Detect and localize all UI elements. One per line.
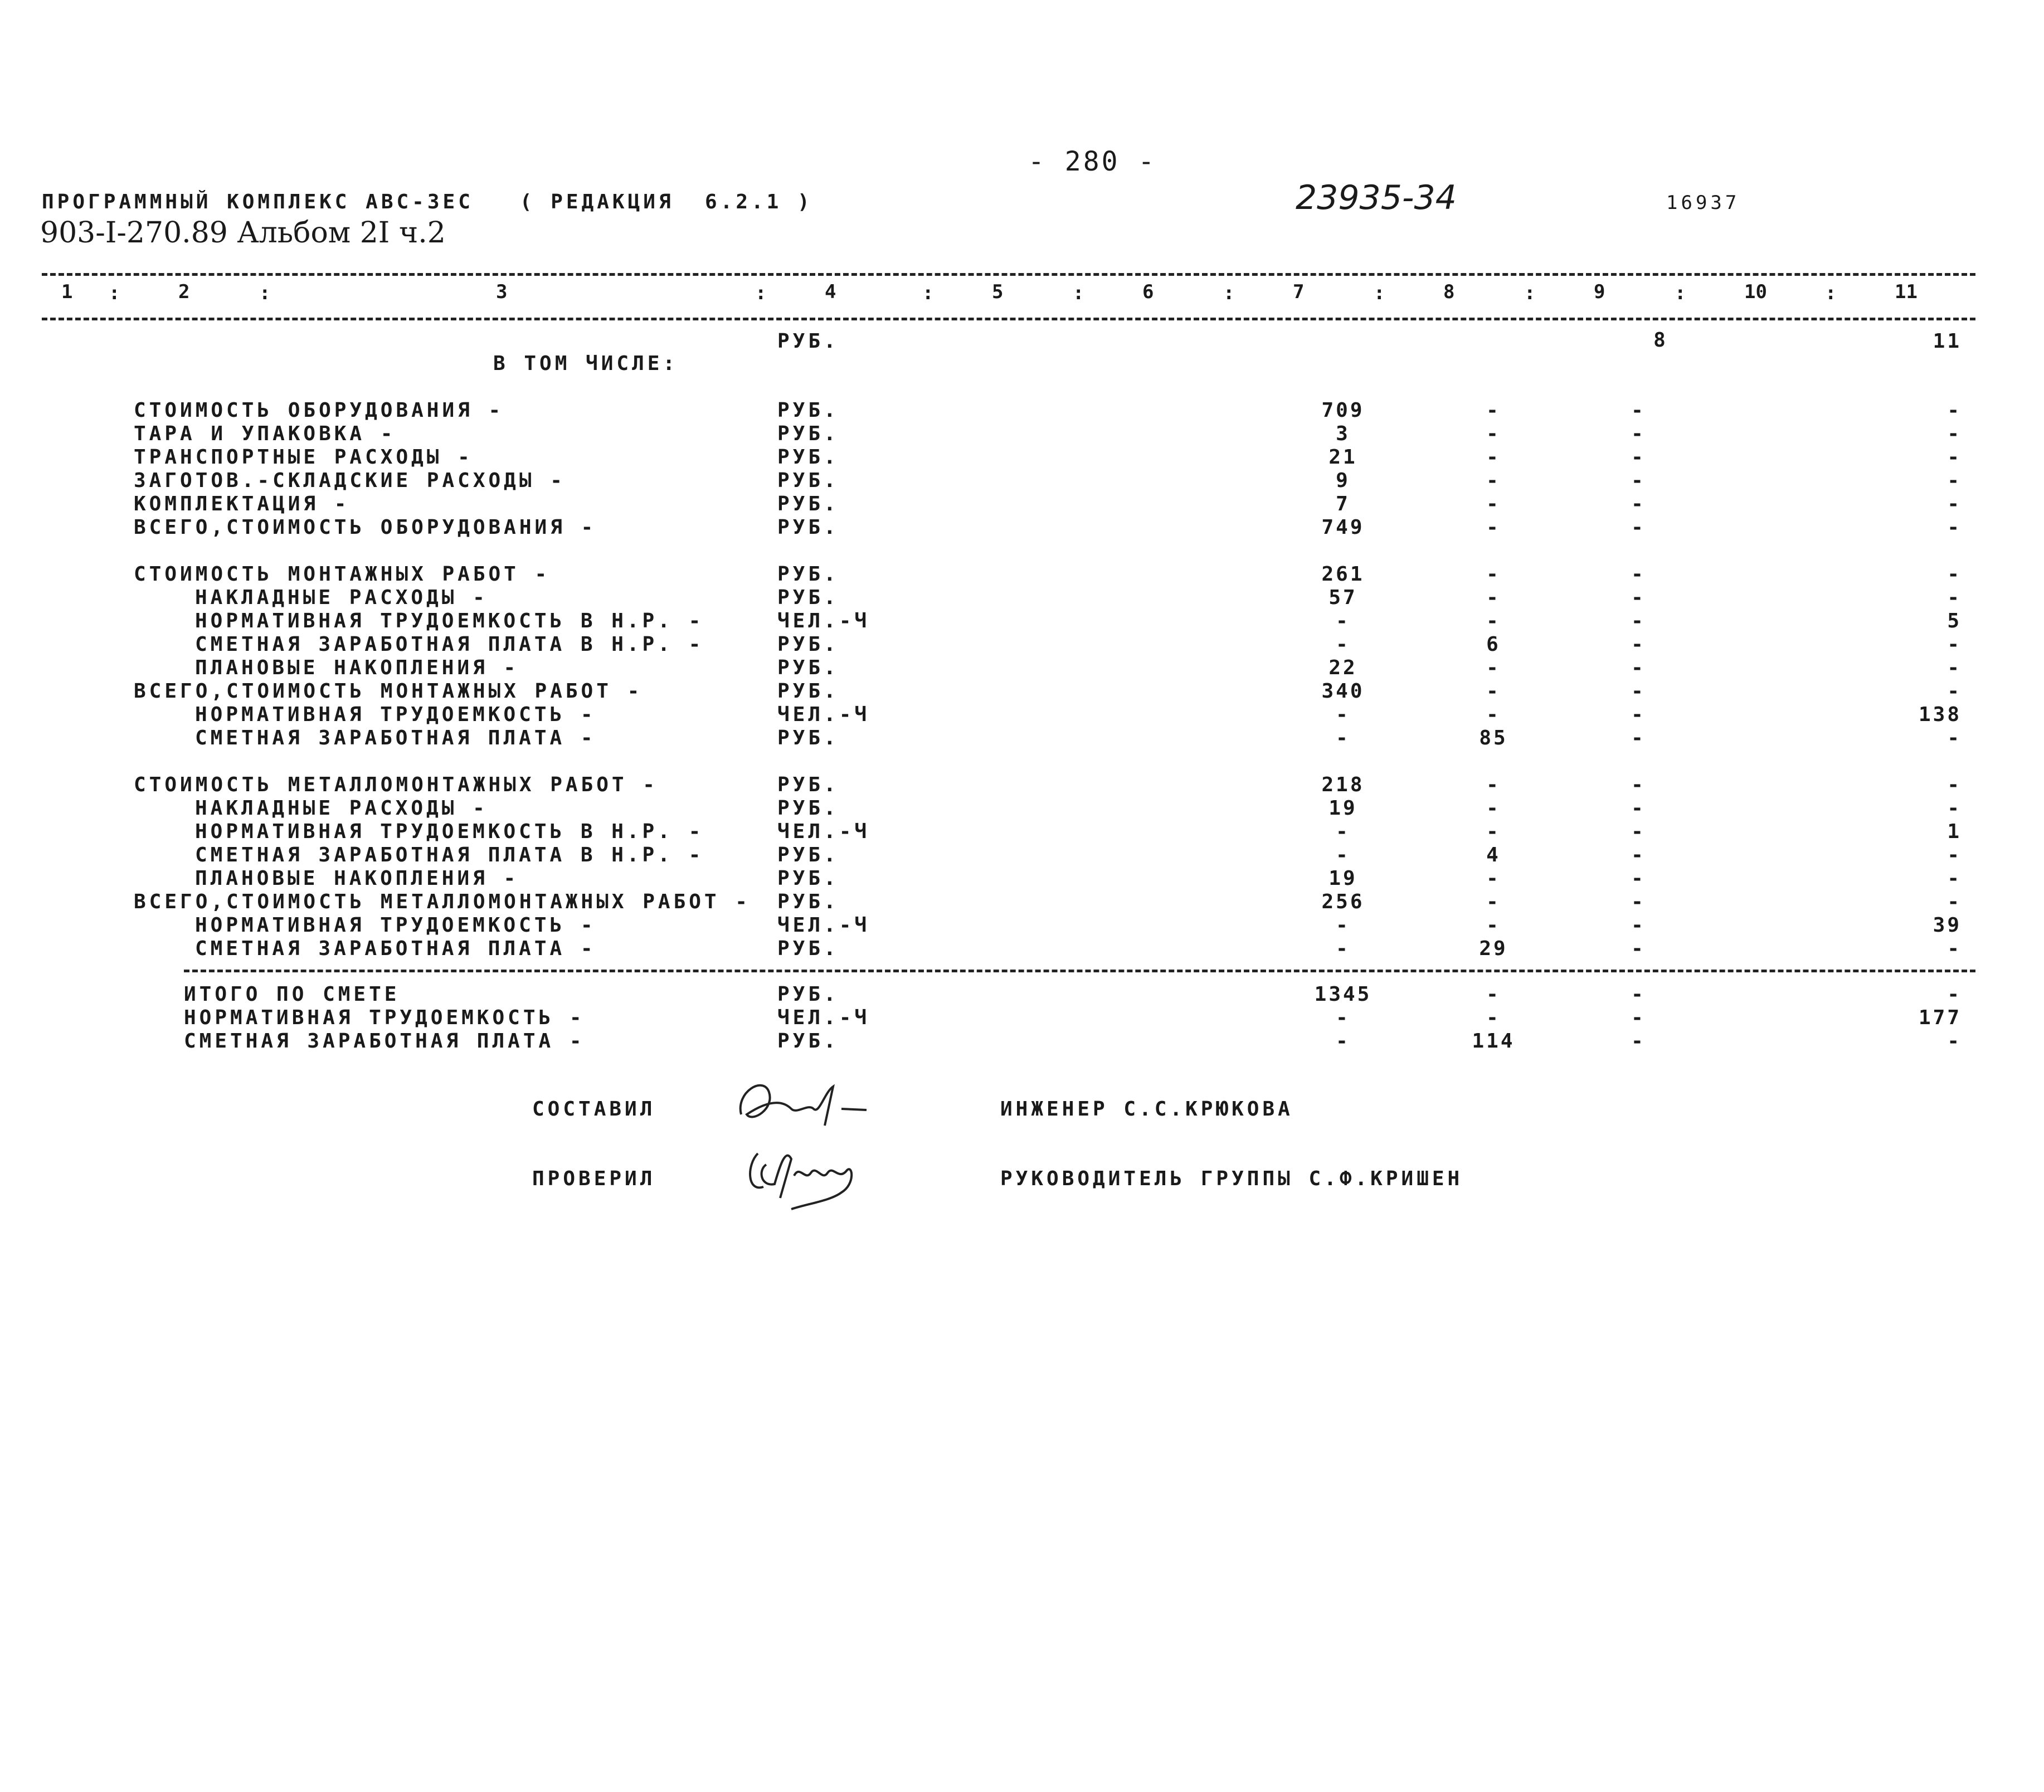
table-row-unit: РУБ. bbox=[777, 773, 839, 796]
table-row-label: ВСЕГО,СТОИМОСТЬ МОНТАЖНЫХ РАБОТ - bbox=[134, 680, 643, 703]
table-row-unit: РУБ. bbox=[777, 844, 839, 866]
column-number-1: 1 bbox=[61, 281, 73, 303]
top-row-col9: 8 bbox=[1653, 329, 1668, 352]
page-number: - 280 - bbox=[1028, 146, 1157, 177]
totals-row-col8: - bbox=[1486, 1006, 1501, 1029]
signature-compiled bbox=[730, 1070, 897, 1137]
table-row-col11: - bbox=[1947, 493, 1962, 515]
table-row-col8: - bbox=[1486, 586, 1501, 609]
totals-row-col9: - bbox=[1631, 1006, 1646, 1029]
totals-row-col8: - bbox=[1486, 983, 1501, 1006]
checked-by: РУКОВОДИТЕЛЬ ГРУППЫ С.Ф.КРИШЕН bbox=[1000, 1167, 1463, 1190]
table-row-col8: - bbox=[1486, 563, 1501, 586]
table-row-col7: - bbox=[1336, 610, 1350, 632]
table-row-col9: - bbox=[1631, 867, 1646, 890]
table-row-col11: - bbox=[1947, 469, 1962, 492]
column-number-8: 8 bbox=[1443, 281, 1455, 303]
table-row-col11: - bbox=[1947, 422, 1962, 445]
table-row-col9: - bbox=[1631, 914, 1646, 937]
program-line: ПРОГРАММНЫЙ КОМПЛЕКС АВС-ЗЕС ( РЕДАКЦИЯ 6.2.1 ) bbox=[42, 191, 813, 213]
column-number-4: 4 bbox=[825, 281, 836, 303]
table-row-unit: РУБ. bbox=[777, 516, 839, 539]
column-separator: : bbox=[755, 282, 767, 304]
totals-row-col7: - bbox=[1336, 1030, 1350, 1053]
table-row-col11: - bbox=[1947, 867, 1962, 890]
table-row-col8: - bbox=[1486, 820, 1501, 843]
doc-number: 16937 bbox=[1666, 192, 1740, 214]
table-row-col9: - bbox=[1631, 680, 1646, 703]
signature-checked bbox=[736, 1131, 903, 1215]
table-row-col9: - bbox=[1631, 446, 1646, 469]
column-separator: : bbox=[109, 282, 120, 304]
table-row-unit: РУБ. bbox=[777, 727, 839, 749]
table-row-col9: - bbox=[1631, 610, 1646, 632]
table-row-col11: - bbox=[1947, 773, 1962, 796]
checked-label: ПРОВЕРИЛ bbox=[532, 1167, 656, 1190]
table-row-col7: 256 bbox=[1321, 890, 1365, 913]
table-row-unit: РУБ. bbox=[777, 867, 839, 890]
table-top-border bbox=[42, 273, 1975, 276]
subtitle: В ТОМ ЧИСЛЕ: bbox=[493, 352, 679, 375]
table-row-col11: - bbox=[1947, 937, 1962, 960]
table-row-col8: - bbox=[1486, 656, 1501, 679]
table-row-unit: РУБ. bbox=[777, 469, 839, 492]
table-row-col7: 3 bbox=[1336, 422, 1350, 445]
table-row-col7: - bbox=[1336, 633, 1350, 656]
table-row-col9: - bbox=[1631, 890, 1646, 913]
table-row-col7: 22 bbox=[1328, 656, 1357, 679]
table-row-col11: - bbox=[1947, 680, 1962, 703]
column-separator: : bbox=[1223, 282, 1235, 304]
table-row-col8: - bbox=[1486, 399, 1501, 422]
table-row-col8: - bbox=[1486, 493, 1501, 515]
totals-row-col11: 177 bbox=[1918, 1006, 1962, 1029]
table-row-col8: - bbox=[1486, 446, 1501, 469]
table-row-col7: - bbox=[1336, 937, 1350, 960]
table-row-col8: - bbox=[1486, 703, 1501, 726]
top-row-unit: РУБ. bbox=[777, 330, 839, 353]
totals-row-unit: РУБ. bbox=[777, 983, 839, 1006]
table-row-col11: - bbox=[1947, 516, 1962, 539]
table-row-label: ВСЕГО,СТОИМОСТЬ МЕТАЛЛОМОНТАЖНЫХ РАБОТ - bbox=[134, 890, 751, 913]
table-row-col8: - bbox=[1486, 797, 1501, 820]
table-row-col7: 9 bbox=[1336, 469, 1350, 492]
table-row-unit: ЧЕЛ.-Ч bbox=[777, 914, 870, 937]
table-row-col11: - bbox=[1947, 797, 1962, 820]
table-row-label: ПЛАНОВЫЕ НАКОПЛЕНИЯ - bbox=[195, 867, 519, 890]
table-row-col11: - bbox=[1947, 446, 1962, 469]
table-row-label: НОРМАТИВНАЯ ТРУДОЕМКОСТЬ В Н.Р. - bbox=[195, 820, 704, 843]
totals-row-col11: - bbox=[1947, 1030, 1962, 1053]
table-row-col9: - bbox=[1631, 703, 1646, 726]
top-row-col11: 11 bbox=[1933, 330, 1962, 353]
table-row-col9: - bbox=[1631, 633, 1646, 656]
table-row-col7: - bbox=[1336, 703, 1350, 726]
table-row-col8: - bbox=[1486, 610, 1501, 632]
column-number-7: 7 bbox=[1293, 281, 1305, 303]
table-row-col8: - bbox=[1486, 680, 1501, 703]
table-row-label: НАКЛАДНЫЕ РАСХОДЫ - bbox=[195, 797, 488, 820]
table-row-col7: - bbox=[1336, 820, 1350, 843]
totals-row-col9: - bbox=[1631, 1030, 1646, 1053]
totals-row-label: ИТОГО ПО СМЕТЕ bbox=[184, 983, 400, 1006]
table-row-col11: 1 bbox=[1947, 820, 1962, 843]
table-row-col8: - bbox=[1486, 914, 1501, 937]
table-row-label: СМЕТНАЯ ЗАРАБОТНАЯ ПЛАТА В Н.Р. - bbox=[195, 844, 704, 866]
table-row-col9: - bbox=[1631, 516, 1646, 539]
table-row-col7: 19 bbox=[1328, 797, 1357, 820]
table-row-col11: - bbox=[1947, 844, 1962, 866]
table-row-label: СТОИМОСТЬ МОНТАЖНЫХ РАБОТ - bbox=[134, 563, 551, 586]
table-row-col7: 218 bbox=[1321, 773, 1365, 796]
column-number-9: 9 bbox=[1594, 281, 1605, 303]
table-row-unit: РУБ. bbox=[777, 493, 839, 515]
table-row-unit: РУБ. bbox=[777, 937, 839, 960]
table-row-col9: - bbox=[1631, 820, 1646, 843]
column-separator: : bbox=[1524, 282, 1536, 304]
table-row-col9: - bbox=[1631, 797, 1646, 820]
table-row-label: НАКЛАДНЫЕ РАСХОДЫ - bbox=[195, 586, 488, 609]
table-row-unit: ЧЕЛ.-Ч bbox=[777, 610, 870, 632]
table-row-col8: - bbox=[1486, 867, 1501, 890]
totals-row-col9: - bbox=[1631, 983, 1646, 1006]
table-header-border bbox=[42, 318, 1975, 320]
table-row-label: ЗАГОТОВ.-СКЛАДСКИЕ РАСХОДЫ - bbox=[134, 469, 566, 492]
table-row-col11: 39 bbox=[1933, 914, 1962, 937]
table-row-label: НОРМАТИВНАЯ ТРУДОЕМКОСТЬ - bbox=[195, 914, 596, 937]
table-row-col11: 5 bbox=[1947, 610, 1962, 632]
column-number-6: 6 bbox=[1142, 281, 1154, 303]
table-row-col7: 7 bbox=[1336, 493, 1350, 515]
totals-row-unit: ЧЕЛ.-Ч bbox=[777, 1006, 870, 1029]
column-number-3: 3 bbox=[496, 281, 508, 303]
column-separator: : bbox=[1675, 282, 1686, 304]
totals-separator bbox=[184, 970, 1975, 972]
table-row-label: СМЕТНАЯ ЗАРАБОТНАЯ ПЛАТА - bbox=[195, 727, 596, 749]
column-separator: : bbox=[922, 282, 934, 304]
table-row-col8: 6 bbox=[1486, 633, 1501, 656]
table-row-unit: РУБ. bbox=[777, 586, 839, 609]
table-row-col11: - bbox=[1947, 727, 1962, 749]
table-row-label: ПЛАНОВЫЕ НАКОПЛЕНИЯ - bbox=[195, 656, 519, 679]
table-row-col9: - bbox=[1631, 844, 1646, 866]
table-row-col7: 709 bbox=[1321, 399, 1365, 422]
table-row-col11: - bbox=[1947, 890, 1962, 913]
totals-row-label: СМЕТНАЯ ЗАРАБОТНАЯ ПЛАТА - bbox=[184, 1030, 585, 1053]
table-row-col9: - bbox=[1631, 469, 1646, 492]
table-row-unit: РУБ. bbox=[777, 797, 839, 820]
table-row-col8: 85 bbox=[1479, 727, 1508, 749]
table-row-unit: РУБ. bbox=[777, 633, 839, 656]
column-separator: : bbox=[259, 282, 271, 304]
table-row-col7: 19 bbox=[1328, 867, 1357, 890]
table-row-label: КОМПЛЕКТАЦИЯ - bbox=[134, 493, 350, 515]
table-row-col11: - bbox=[1947, 586, 1962, 609]
table-row-col8: - bbox=[1486, 469, 1501, 492]
column-number-11: 11 bbox=[1895, 281, 1918, 303]
table-row-unit: РУБ. bbox=[777, 422, 839, 445]
totals-row-col8: 114 bbox=[1472, 1030, 1515, 1053]
table-row-label: ВСЕГО,СТОИМОСТЬ ОБОРУДОВАНИЯ - bbox=[134, 516, 597, 539]
table-row-unit: РУБ. bbox=[777, 563, 839, 586]
column-number-5: 5 bbox=[992, 281, 1004, 303]
table-row-col11: - bbox=[1947, 633, 1962, 656]
table-row-col9: - bbox=[1631, 727, 1646, 749]
table-row-col9: - bbox=[1631, 656, 1646, 679]
totals-row-col7: - bbox=[1336, 1006, 1350, 1029]
table-row-label: СТОИМОСТЬ ОБОРУДОВАНИЯ - bbox=[134, 399, 504, 422]
table-row-unit: ЧЕЛ.-Ч bbox=[777, 820, 870, 843]
table-row-label: ТРАНСПОРТНЫЕ РАСХОДЫ - bbox=[134, 446, 473, 469]
table-row-unit: РУБ. bbox=[777, 680, 839, 703]
table-row-label: НОРМАТИВНАЯ ТРУДОЕМКОСТЬ - bbox=[195, 703, 596, 726]
table-row-col9: - bbox=[1631, 586, 1646, 609]
table-row-unit: РУБ. bbox=[777, 890, 839, 913]
column-separator: : bbox=[1825, 282, 1837, 304]
table-row-col9: - bbox=[1631, 773, 1646, 796]
table-row-col8: - bbox=[1486, 516, 1501, 539]
stamp-number: 23935-34 bbox=[1296, 178, 1457, 217]
table-row-col7: - bbox=[1336, 844, 1350, 866]
table-row-unit: РУБ. bbox=[777, 656, 839, 679]
table-row-label: СМЕТНАЯ ЗАРАБОТНАЯ ПЛАТА В Н.Р. - bbox=[195, 633, 704, 656]
table-row-col9: - bbox=[1631, 399, 1646, 422]
totals-row-unit: РУБ. bbox=[777, 1030, 839, 1053]
table-row-unit: РУБ. bbox=[777, 399, 839, 422]
table-row-col7: 749 bbox=[1321, 516, 1365, 539]
column-separator: : bbox=[1374, 282, 1385, 304]
table-row-col9: - bbox=[1631, 493, 1646, 515]
table-row-col11: - bbox=[1947, 656, 1962, 679]
table-row-col9: - bbox=[1631, 937, 1646, 960]
table-row-label: СМЕТНАЯ ЗАРАБОТНАЯ ПЛАТА - bbox=[195, 937, 596, 960]
column-number-10: 10 bbox=[1744, 281, 1767, 303]
table-row-col11: 138 bbox=[1918, 703, 1962, 726]
column-separator: : bbox=[1073, 282, 1084, 304]
totals-row-label: НОРМАТИВНАЯ ТРУДОЕМКОСТЬ - bbox=[184, 1006, 585, 1029]
table-row-label: НОРМАТИВНАЯ ТРУДОЕМКОСТЬ В Н.Р. - bbox=[195, 610, 704, 632]
table-row-col8: - bbox=[1486, 773, 1501, 796]
table-row-col8: 29 bbox=[1479, 937, 1508, 960]
table-row-col8: - bbox=[1486, 890, 1501, 913]
table-row-col8: - bbox=[1486, 422, 1501, 445]
album-line: 903-I-270.89 Альбом 2I ч.2 bbox=[40, 216, 446, 250]
table-row-col9: - bbox=[1631, 422, 1646, 445]
table-row-unit: ЧЕЛ.-Ч bbox=[777, 703, 870, 726]
table-row-col7: - bbox=[1336, 914, 1350, 937]
compiled-label: СОСТАВИЛ bbox=[532, 1098, 656, 1121]
table-row-unit: РУБ. bbox=[777, 446, 839, 469]
table-row-col7: 261 bbox=[1321, 563, 1365, 586]
table-row-col11: - bbox=[1947, 563, 1962, 586]
compiled-by: ИНЖЕНЕР С.С.КРЮКОВА bbox=[1000, 1098, 1293, 1121]
table-row-col7: 57 bbox=[1328, 586, 1357, 609]
table-row-label: ТАРА И УПАКОВКА - bbox=[134, 422, 396, 445]
table-row-col9: - bbox=[1631, 563, 1646, 586]
totals-row-col7: 1345 bbox=[1314, 983, 1372, 1006]
totals-row-col11: - bbox=[1947, 983, 1962, 1006]
table-row-label: СТОИМОСТЬ МЕТАЛЛОМОНТАЖНЫХ РАБОТ - bbox=[134, 773, 658, 796]
column-number-2: 2 bbox=[178, 281, 190, 303]
table-row-col7: - bbox=[1336, 727, 1350, 749]
table-row-col7: 340 bbox=[1321, 680, 1365, 703]
table-row-col7: 21 bbox=[1328, 446, 1357, 469]
table-row-col8: 4 bbox=[1486, 844, 1501, 866]
table-row-col11: - bbox=[1947, 399, 1962, 422]
